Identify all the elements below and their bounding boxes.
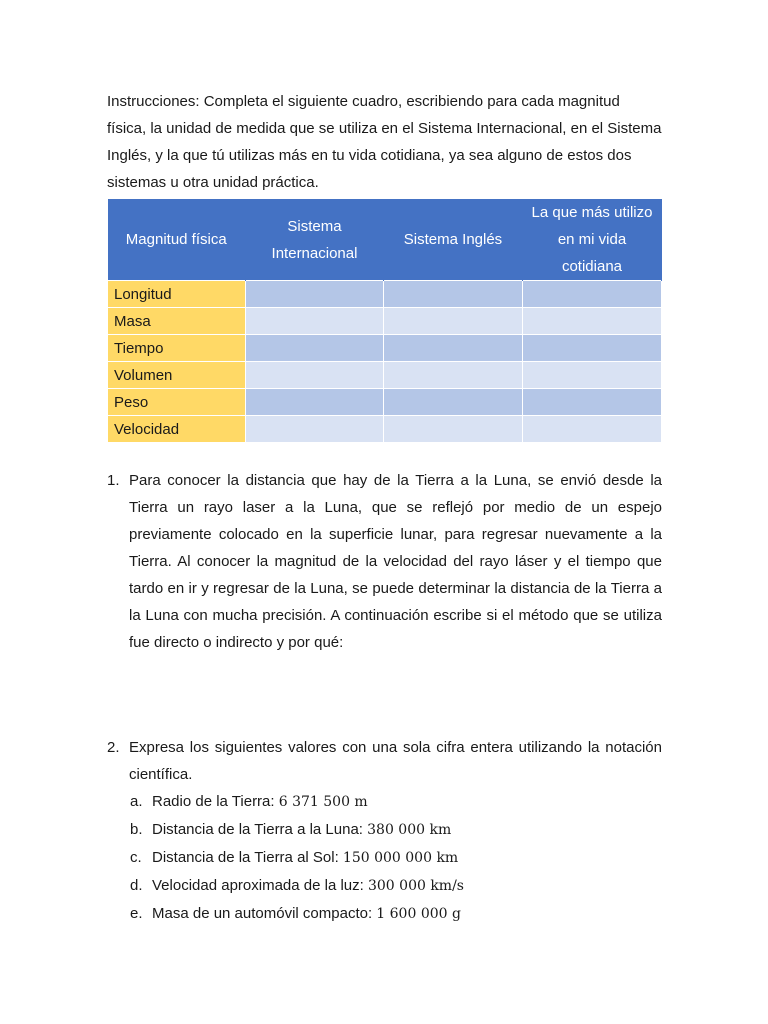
item-label: Masa de un automóvil compacto: [152,905,377,922]
table-row [108,308,662,335]
header-sistema-internacional: Sistema Internacional [246,199,384,281]
table-cell[interactable] [523,281,662,308]
table-row [108,281,662,308]
table-row [108,335,662,362]
item-letter: c. [130,849,142,866]
item-label: Radio de la Tierra: [152,793,279,810]
table-cell[interactable] [384,281,523,308]
list-item [107,844,662,872]
row-label: Masa [108,308,246,335]
table-cell[interactable] [246,281,384,308]
table-cell[interactable] [246,389,384,416]
table-header-row [108,199,662,281]
instructions-text: Instrucciones: Completa el siguiente cuadro, escribiendo para cada magnitud física, la unidad de medida que se utiliza en el Sistema Internacional, en el Sistema Inglés, y la que tú utilizas más en tu vida cotidiana, ya sea alguno de estos dos sistemas u otra unidad práctica. [107,93,662,191]
row-label: Tiempo [108,335,246,362]
item-value: 300 000 km/s [367,878,464,894]
table-cell[interactable] [384,308,523,335]
row-label: Volumen [108,362,246,389]
item-value: 150 000 000 km [342,850,459,866]
table-cell[interactable] [246,416,384,443]
question-text: Expresa los siguientes valores con una sola cifra entera utilizando la notación científica. [129,739,662,783]
item-letter: e. [130,905,143,922]
table-cell[interactable] [384,416,523,443]
item-value: 6 371 500 m [278,794,368,810]
table-cell[interactable] [384,335,523,362]
table-cell[interactable] [384,362,523,389]
item-label: Distancia de la Tierra al Sol: [152,849,343,866]
question-2 [107,734,662,928]
header-vida-cotidiana: La que más utilizo en mi vida cotidiana [523,199,662,281]
table-cell[interactable] [246,335,384,362]
table-cell[interactable] [246,308,384,335]
table-row [108,416,662,443]
row-label: Velocidad [108,416,246,443]
item-letter: d. [130,877,143,894]
list-item [107,872,662,900]
list-item [107,900,662,928]
row-label: Peso [108,389,246,416]
table-row [108,362,662,389]
table-cell[interactable] [523,308,662,335]
table-row [108,389,662,416]
header-sistema-ingles: Sistema Inglés [384,199,523,281]
row-label: Longitud [108,281,246,308]
question-text: Para conocer la distancia que hay de la Tierra a la Luna, se envió desde la Tierra un rayo laser a la Luna, que se reflejó por medio de un espejo previamente colocado en la superficie lunar, para regresar nuevamente a la Tierra. Al conocer la magnitud de la velocidad del rayo láser y el tiempo que tardo en ir y regresar de la Luna, se puede determinar la distancia de la Tierra a la Luna con mucha precisión. A continuación escribe si el método que se utiliza fue directo o indirecto y por qué: [129,472,662,651]
question-number: 2. [107,739,120,756]
units-table [107,199,662,443]
question-number: 1. [107,472,120,489]
header-magnitud: Magnitud física [108,199,246,281]
table-cell[interactable] [384,389,523,416]
table-cell[interactable] [246,362,384,389]
table-cell[interactable] [523,416,662,443]
table-cell[interactable] [523,335,662,362]
list-item [107,788,662,816]
value-list [107,788,662,928]
question-1 [107,467,662,656]
item-value: 1 600 000 g [376,906,461,922]
item-letter: a. [130,793,143,810]
item-label: Velocidad aproximada de la luz: [152,877,368,894]
item-letter: b. [130,821,143,838]
table-cell[interactable] [523,362,662,389]
item-label: Distancia de la Tierra a la Luna: [152,821,368,838]
list-item [107,816,662,844]
table-cell[interactable] [523,389,662,416]
item-value: 380 000 km [367,822,452,838]
